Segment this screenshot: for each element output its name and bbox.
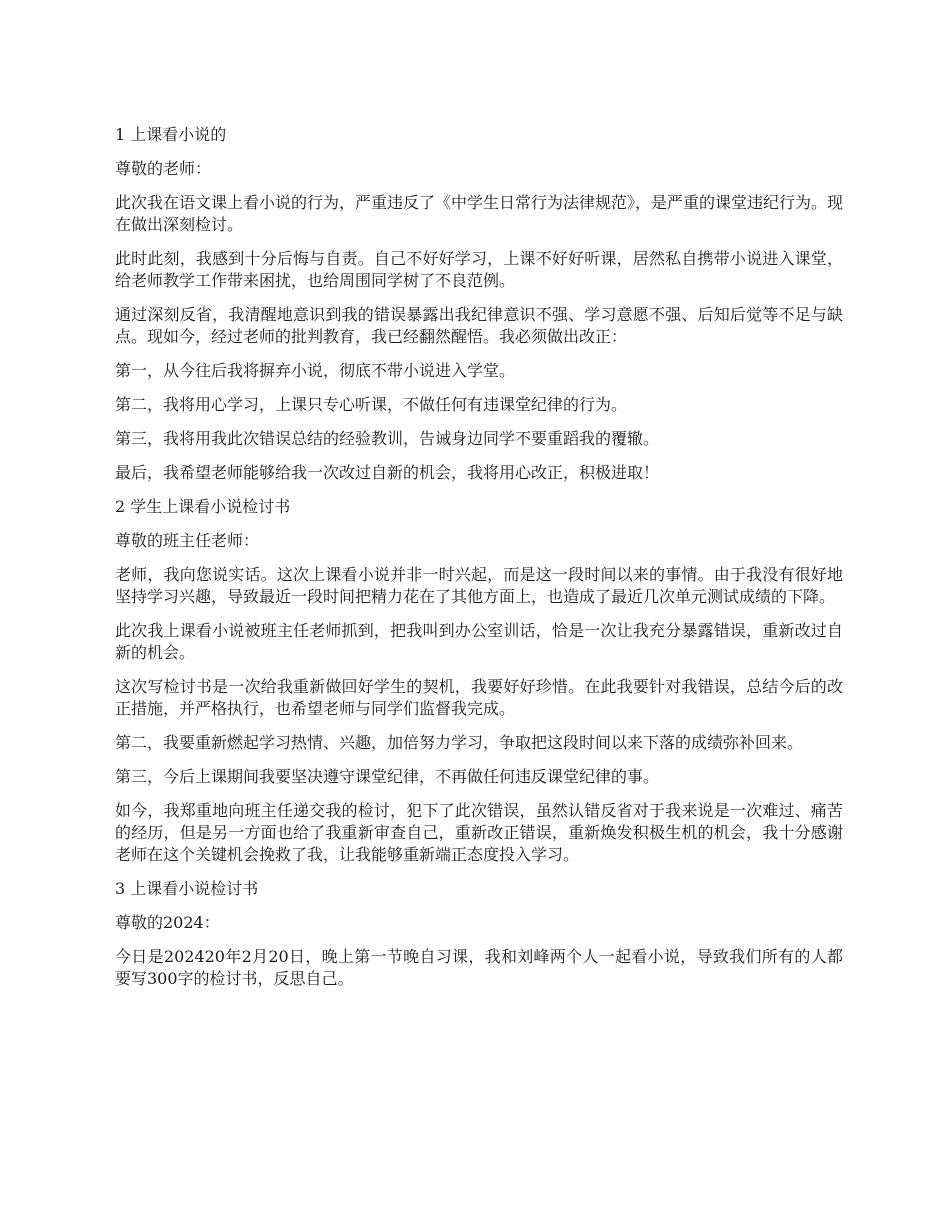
paragraph: 此次我在语文课上看小说的行为，严重违反了《中学生日常行为法律规范》，是严重的课堂违纪行为。现在做出深刻检讨。 — [115, 193, 844, 234]
salutation: 尊敬的2024： — [115, 913, 220, 932]
paragraph: 此时此刻，我感到十分后悔与自责。自己不好好学习，上课不好好听课，居然私自携带小说进入课堂，给老师教学工作带来困扰，也给周围同学树了不良范例。 — [115, 249, 843, 290]
paragraph: 第三，今后上课期间我要坚决遵守课堂纪律，不再做任何违反课堂纪律的事。 — [115, 767, 660, 786]
paragraph: 第一，从今往后我将摒弃小说，彻底不带小说进入学堂。 — [115, 361, 516, 380]
paragraph: 今日是202420年2月20日，晚上第一节晚自习课，我和刘峰两个人一起看小说，导致我们所有的人都要写300字的检讨书，反思自己。 — [115, 947, 843, 988]
paragraph: 最后，我希望老师能够给我一次改过自新的机会，我将用心改正，积极进取！ — [115, 463, 660, 482]
paragraph: 老师，我向您说实话。这次上课看小说并非一时兴起，而是这一段时间以来的事情。由于我没有很好地坚持学习兴趣，导致最近一段时间把精力花在了其他方面上，也造成了最近几次单元测试成绩的下降。 — [115, 565, 843, 606]
paragraph: 第三，我将用我此次错误总结的经验教训，告诫身边同学不要重蹈我的覆辙。 — [115, 429, 660, 448]
paragraph: 此次我上课看小说被班主任老师抓到，把我叫到办公室训话，恰是一次让我充分暴露错误，重新改过自新的机会。 — [115, 621, 843, 662]
paragraph: 这次写检讨书是一次给我重新做回好学生的契机，我要好好珍惜。在此我要针对我错误，总结今后的改正措施，并严格执行，也希望老师与同学们监督我完成。 — [115, 677, 843, 718]
section-heading: 3 上课看小说检讨书 — [115, 879, 259, 898]
document-page — [115, 124, 843, 1002]
section-heading: 1 上课看小说的 — [115, 125, 227, 144]
salutation: 尊敬的老师： — [115, 159, 212, 178]
salutation: 尊敬的班主任老师： — [115, 531, 260, 550]
paragraph: 第二，我要重新燃起学习热情、兴趣，加倍努力学习，争取把这段时间以来下落的成绩弥补回来。 — [115, 733, 804, 752]
section-heading: 2 学生上课看小说检讨书 — [115, 497, 291, 516]
paragraph: 第二，我将用心学习，上课只专心听课，不做任何有违课堂纪律的行为。 — [115, 395, 628, 414]
paragraph: 通过深刻反省，我清醒地意识到我的错误暴露出我纪律意识不强、学习意愿不强、后知后觉等不足与缺点。现如今，经过老师的批判教育，我已经翻然醒悟。我必须做出改正： — [115, 305, 843, 346]
paragraph: 如今，我郑重地向班主任递交我的检讨，犯下了此次错误，虽然认错反省对于我来说是一次难过、痛苦的经历，但是另一方面也给了我重新审查自己，重新改正错误，重新焕发积极生机的机会，我十分感谢老师在这个关键机会挽救了我，让我能够重新端正态度投入学习。 — [115, 801, 843, 864]
